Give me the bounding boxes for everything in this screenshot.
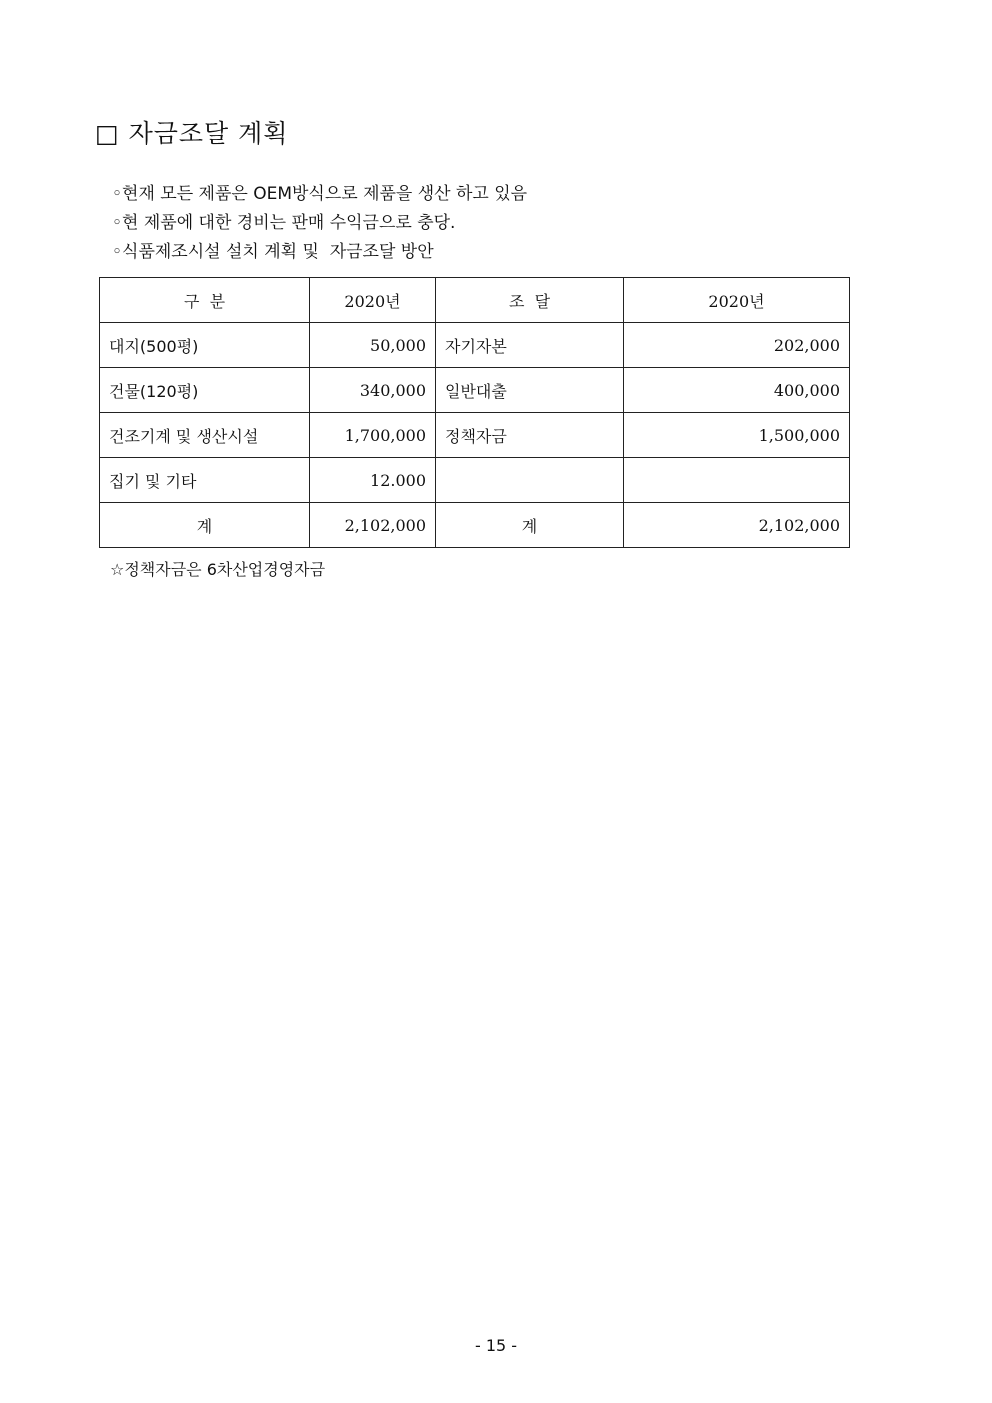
cell-source-amount bbox=[624, 458, 850, 503]
funding-table bbox=[99, 277, 850, 548]
cell-source bbox=[436, 458, 624, 503]
table-total-row bbox=[100, 503, 850, 548]
table-row bbox=[100, 323, 850, 368]
table-header-row bbox=[100, 278, 850, 323]
bullet-item: ◦현 제품에 대한 경비는 판매 수익금으로 충당. bbox=[112, 213, 456, 233]
table-row bbox=[100, 413, 850, 458]
cell-amount: 12.000 bbox=[310, 458, 436, 503]
table-row bbox=[100, 458, 850, 503]
header-funding: 조 달 bbox=[436, 278, 624, 323]
total-amount-funding: 2,102,000 bbox=[624, 503, 850, 548]
cell-item: 대지(500평) bbox=[100, 323, 310, 368]
cell-amount: 340,000 bbox=[310, 368, 436, 413]
cell-source: 자기자본 bbox=[436, 323, 624, 368]
section-title: □ 자금조달 계획 bbox=[95, 119, 289, 148]
bullet-item: ◦현재 모든 제품은 OEM방식으로 제품을 생산 하고 있음 bbox=[112, 184, 528, 204]
cell-source: 정책자금 bbox=[436, 413, 624, 458]
bullet-list bbox=[112, 180, 527, 267]
header-year-funding: 2020년 bbox=[624, 278, 850, 323]
header-category: 구 분 bbox=[100, 278, 310, 323]
bullet-item: ◦식품제조시설 설치 계획 및 자금조달 방안 bbox=[112, 242, 434, 262]
cell-amount: 50,000 bbox=[310, 323, 436, 368]
cell-item: 건조기계 및 생산시설 bbox=[100, 413, 310, 458]
page-number: - 15 - bbox=[474, 1336, 518, 1355]
cell-source-amount: 1,500,000 bbox=[624, 413, 850, 458]
total-amount: 2,102,000 bbox=[310, 503, 436, 548]
footnote: ☆정책자금은 6차산업경영자금 bbox=[110, 560, 326, 579]
total-label: 계 bbox=[100, 503, 310, 548]
cell-item: 건물(120평) bbox=[100, 368, 310, 413]
cell-source: 일반대출 bbox=[436, 368, 624, 413]
cell-source-amount: 202,000 bbox=[624, 323, 850, 368]
cell-amount: 1,700,000 bbox=[310, 413, 436, 458]
table-row bbox=[100, 368, 850, 413]
cell-source-amount: 400,000 bbox=[624, 368, 850, 413]
cell-item: 집기 및 기타 bbox=[100, 458, 310, 503]
total-label-funding: 계 bbox=[436, 503, 624, 548]
header-year-cost: 2020년 bbox=[310, 278, 436, 323]
